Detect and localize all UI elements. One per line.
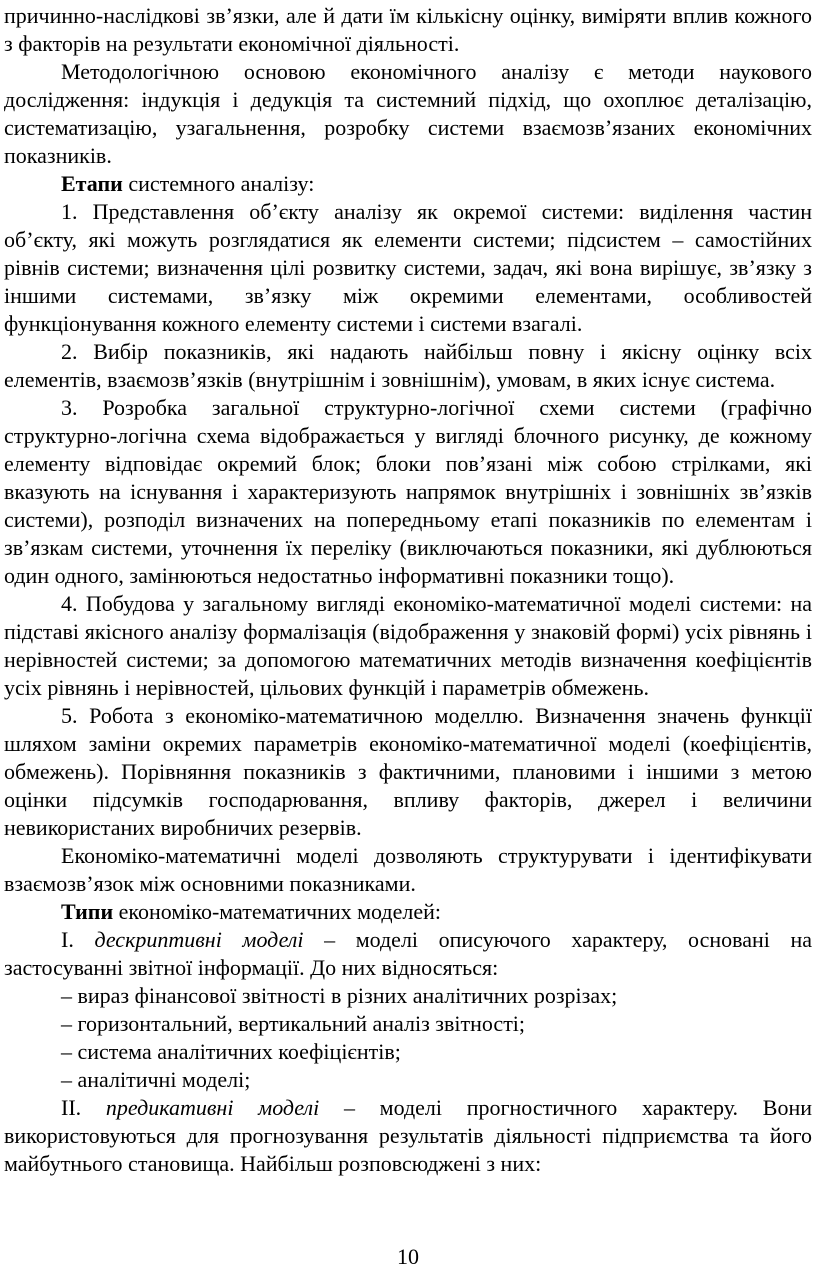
type-1-number: I. xyxy=(61,927,95,952)
type-1-description: – моделі описуючого характеру, основані на застосуванні звітної інформації. До них відносяться: xyxy=(4,927,812,980)
paragraph-continuation: причинно-наслідкові зв’язки, але й дати їм кількісну оцінку, виміряти вплив кожного з факторів на результати економічної діяльності. xyxy=(4,3,812,56)
stages-bold-word: Етапи xyxy=(61,171,123,196)
list-item: – система аналітичних коефіцієнтів; xyxy=(61,1039,401,1064)
paragraph-methodology: Методологічною основою економічного аналізу є методи наукового дослідження: індукція і дедукція та системний підхід, що охоплює деталізацію, систематизацію, узагальнення, розробку системи взаємозв’язаних економічних показників. xyxy=(4,59,812,168)
stage-2-paragraph: 2. Вибір показників, які надають найбільш повну і якісну оцінку всіх елементів, взаємозв’язків (внутрішнім і зовнішнім), умовам, в яких існує система. xyxy=(4,339,812,392)
page-number: 10 xyxy=(397,1244,419,1269)
paragraph-models-purpose: Економіко-математичні моделі дозволяють структурувати і ідентифікувати взаємозв’язок між основними показниками. xyxy=(4,843,812,896)
stages-heading-rest: системного аналізу: xyxy=(122,171,315,196)
list-item: – аналітичні моделі; xyxy=(61,1067,251,1092)
list-item: – горизонтальний, вертикальний аналіз звітності; xyxy=(61,1011,526,1036)
stage-1-paragraph: 1. Представлення об’єкту аналізу як окремої системи: виділення частин об’єкту, які можуть розглядатися як елементи системи; підсистем – самостійних рівнів системи; визначення цілі розвитку системи, задач, які вона вирішує, зв’язку з іншими системами, зв’язку між окремими елементами, особливостей функціонування кожного елементу системи і системи взагалі. xyxy=(4,199,812,336)
type-2-number: II. xyxy=(61,1095,106,1120)
paragraph-stages-heading xyxy=(4,170,812,198)
types-bold-word: Типи xyxy=(61,899,114,924)
stage-3-paragraph: 3. Розробка загальної структурно-логічної схеми системи (графічно структурно-логічна схема відображається у вигляді блочного рисунку, де кожному елементу відповідає окремий блок; блоки пов’язані між собою стрілками, які вказують на існування і характеризують напрямок внутрішніх і зовнішніх зв’язків системи), розподіл визначених на попередньому етапі показників по елементам і зв’язкам системи, уточнення їх переліку (виключаються показники, які дублюються один одного, замінюються недостатньо інформативні показники тощо). xyxy=(4,395,812,588)
type-2-term: предикативні моделі xyxy=(105,1095,320,1120)
type-2-paragraph xyxy=(4,1094,812,1178)
type-1-term: дескриптивні моделі xyxy=(94,927,304,952)
types-heading-rest: економіко-математичних моделей: xyxy=(113,899,441,924)
type-2-description: – моделі прогностичного характеру. Вони використовуються для прогнозування результатів діяльності підприємства та його майбутнього становища. Найбільш розповсюджені з них: xyxy=(4,1095,812,1176)
stage-4-paragraph: 4. Побудова у загальному вигляді економіко-математичної моделі системи: на підставі якісного аналізу формалізація (відображення у знаковій формі) усіх рівнянь і нерівностей системи; за допомогою математичних методів визначення коефіцієнтів усіх рівнянь і нерівностей, цільових функцій і параметрів обмежень. xyxy=(4,591,812,700)
type-1-paragraph xyxy=(4,926,812,982)
paragraph-types-heading xyxy=(4,898,812,926)
list-item: – вираз фінансової звітності в різних аналітичних розрізах; xyxy=(61,983,618,1008)
stage-5-paragraph: 5. Робота з економіко-математичною моделлю. Визначення значень функції шляхом заміни окремих параметрів економіко-математичної моделі (коефіцієнтів, обмежень). Порівняння показників з фактичними, плановими і іншими з метою оцінки підсумків господарювання, впливу факторів, джерел і величини невикористаних виробничих резервів. xyxy=(4,703,812,840)
